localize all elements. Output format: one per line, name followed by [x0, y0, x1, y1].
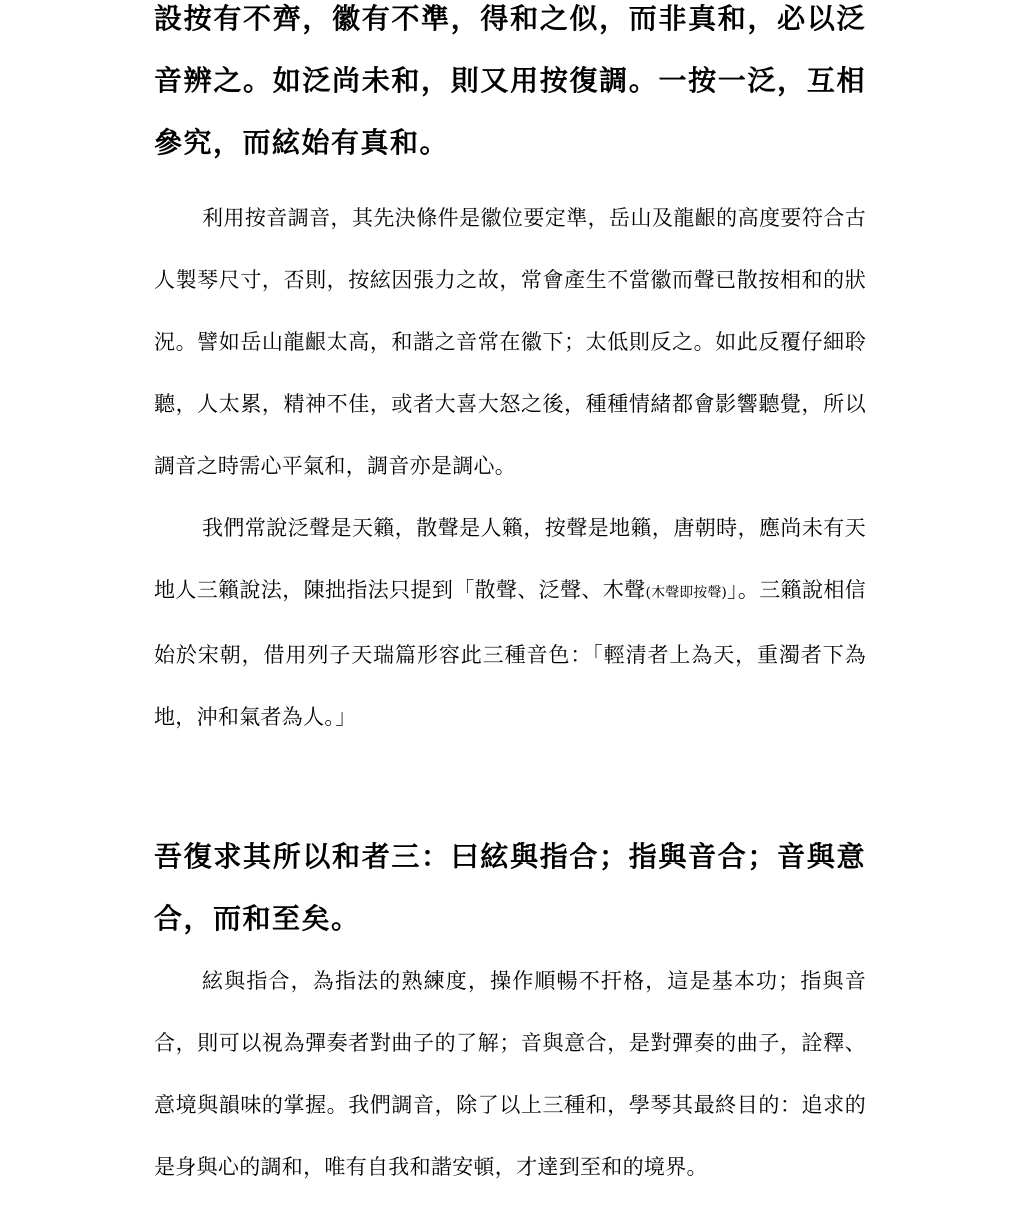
- section1-paragraph-2-text-b: 」。三籟說相信始於宋朝，借用列子天瑞篇形容此三種音色：「輕清者上為天，重濁者下為地，沖和氣者為人。」: [154, 578, 866, 729]
- section1-paragraph-1: 利用按音調音，其先決條件是徽位要定準，岳山及龍齦的高度要符合古人製琴尺寸，否則，按絃因張力之故，常會產生不當徽而聲已散按相和的狀況。譬如岳山龍齦太高，和諧之音常在徽下；太低則反之。如此反覆仔細聆聽，人太累，精神不佳，或者大喜大怒之後，種種情緒都會影響聽覺，所以調音之時需心平氣和，調音亦是調心。: [154, 206, 866, 478]
- section1-paragraph-2-note: (木聲即按聲): [645, 585, 727, 601]
- section1-paragraph-2-text-a: 我們常說泛聲是天籟，散聲是人籟，按聲是地籟，唐朝時，應尚未有天地人三籟說法，陳拙指法只提到「散聲、泛聲、木聲: [154, 516, 866, 602]
- section2-heading: 吾復求其所以和者三：曰絃與指合；指與音合；音與意合，而和至矣。: [154, 840, 866, 935]
- section2-paragraph-1: 絃與指合，為指法的熟練度，操作順暢不扞格，這是基本功；指與音合，則可以視為彈奏者對曲子的了解；音與意合，是對彈奏的曲子，詮釋、意境與韻味的掌握。我們調音，除了以上三種和，學琴其最終目的：追求的是身與心的調和，唯有自我和諧安頓，才達到至和的境界。: [154, 969, 866, 1179]
- section1-heading: 設按有不齊，徽有不準，得和之似，而非真和，必以泛音辨之。如泛尚未和，則又用按復調。一按一泛，互相參究，而絃始有真和。: [154, 2, 866, 159]
- section1-paragraph-2: [154, 497, 866, 748]
- document-page: [154, 0, 866, 1198]
- section-spacer: [154, 748, 866, 826]
